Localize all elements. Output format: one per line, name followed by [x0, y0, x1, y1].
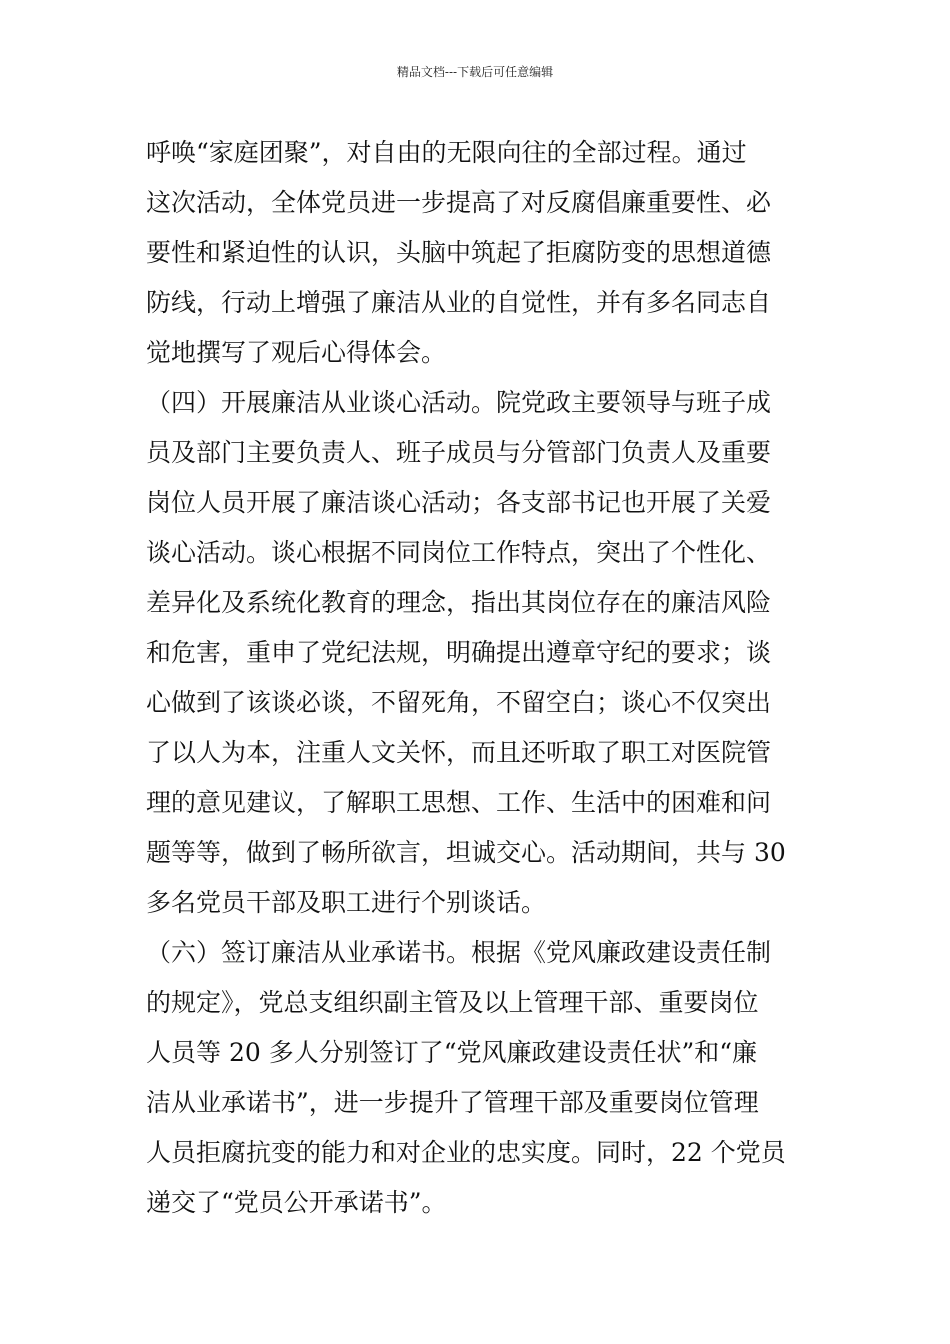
text-line: 谈心活动。谈心根据不同岗位工作特点，突出了个性化、	[146, 538, 772, 567]
text-line: 员及部门主要负责人、班子成员与分管部门负责人及重要	[146, 438, 772, 467]
text-line: 呼唤“家庭团聚”，对自由的无限向往的全部过程。通过	[146, 138, 747, 167]
text-line: 岗位人员开展了廉洁谈心活动；各支部书记也开展了关爱	[146, 488, 772, 517]
text-line: 洁从业承诺书”，进一步提升了管理干部及重要岗位管理	[146, 1088, 759, 1117]
body-text	[146, 128, 806, 1228]
text-line: 心做到了该谈必谈，不留死角，不留空白；谈心不仅突出	[146, 688, 772, 717]
text-line: 递交了“党员公开承诺书”。	[146, 1188, 447, 1217]
text-line: 差异化及系统化教育的理念，指出其岗位存在的廉洁风险	[146, 588, 772, 617]
text-line: 人员等 20 多人分别签订了“党风廉政建设责任状”和“廉	[146, 1038, 758, 1067]
text-line: 人员拒腐抗变的能力和对企业的忠实度。同时，22 个党员	[146, 1138, 786, 1167]
text-line: 要性和紧迫性的认识，头脑中筑起了拒腐防变的思想道德	[146, 238, 772, 267]
page-header: 精品文档---下载后可任意编辑	[396, 65, 554, 79]
text-line: 防线，行动上增强了廉洁从业的自觉性，并有多名同志自	[146, 288, 772, 317]
text-line: 题等等，做到了畅所欲言，坦诚交心。活动期间，共与 30	[146, 838, 786, 867]
text-line: （六）签订廉洁从业承诺书。根据《党风廉政建设责任制	[146, 938, 772, 967]
text-line: 了以人为本，注重人文关怀，而且还听取了职工对医院管	[146, 738, 772, 767]
text-line: 理的意见建议，了解职工思想、工作、生活中的困难和问	[146, 788, 772, 817]
text-line: 的规定》，党总支组织副主管及以上管理干部、重要岗位	[146, 988, 759, 1017]
text-line: （四）开展廉洁从业谈心活动。院党政主要领导与班子成	[146, 388, 772, 417]
text-line: 多名党员干部及职工进行个别谈话。	[146, 888, 547, 917]
text-line: 这次活动，全体党员进一步提高了对反腐倡廉重要性、必	[146, 188, 772, 217]
text-line: 觉地撰写了观后心得体会。	[146, 338, 447, 367]
text-line: 和危害，重申了党纪法规，明确提出遵章守纪的要求；谈	[146, 638, 772, 667]
